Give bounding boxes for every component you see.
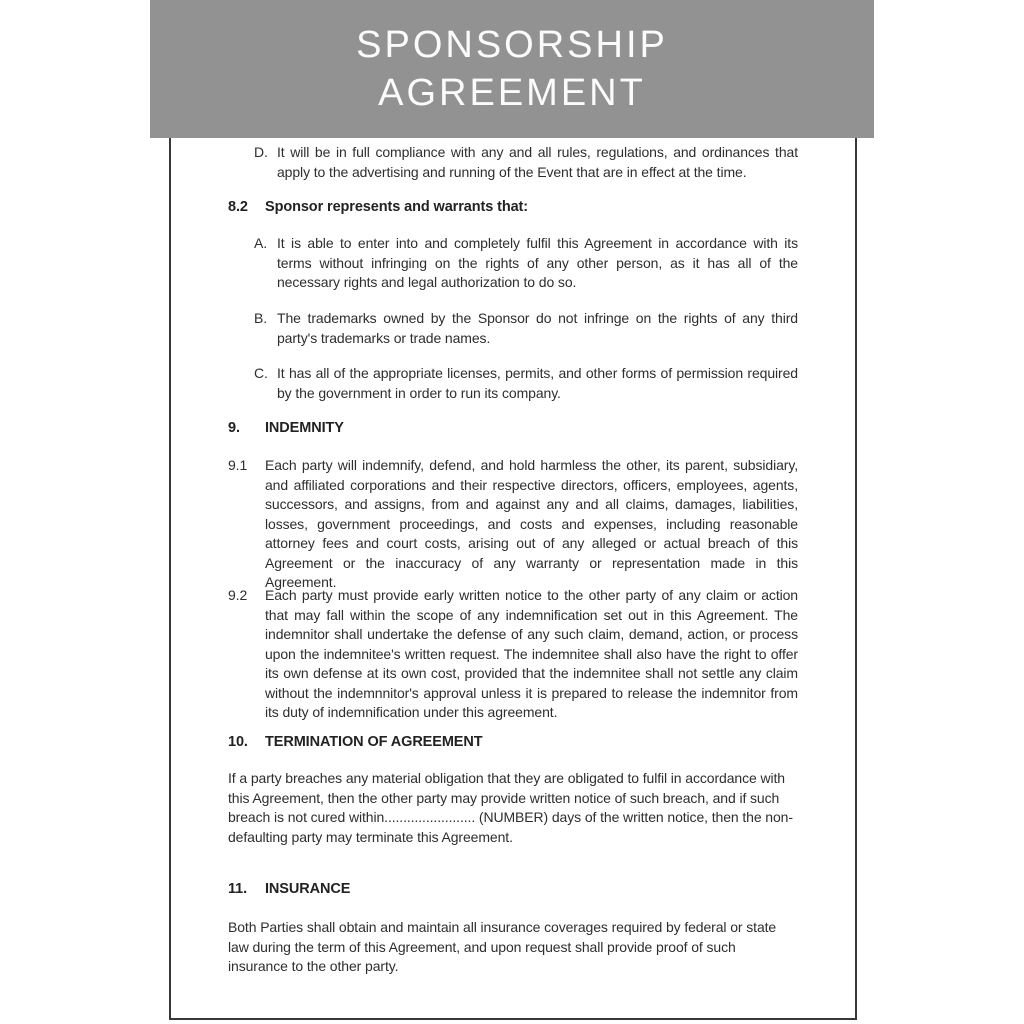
- document-title-line2: AGREEMENT: [378, 72, 646, 114]
- document-title-line1: SPONSORSHIP: [356, 24, 668, 66]
- section-11-number: 11.: [228, 881, 248, 897]
- list-item-c-marker: C.: [254, 365, 268, 381]
- list-item-b-marker: B.: [254, 310, 268, 326]
- clause-9-2-number: 9.2: [228, 587, 248, 603]
- list-item-d-marker: D.: [254, 144, 268, 160]
- section-11-heading: [228, 880, 798, 900]
- clause-9-1-text: Each party will indemnify, defend, and hold harmless the other, its parent, subsidiary, and affiliated corporations and their respective directors, officers, employees, agents, successors, and assigns, from and against any and all claims, damages, liabilities, losses, government proceedings, and costs and expenses, including reasonable attorney fees and court costs, arising out of any alleged or actual breach of this Agreement or the inaccuracy of any warranty or representation made in this Agreement.: [265, 457, 798, 590]
- section-10-heading: [228, 733, 798, 753]
- clause-9-1-number: 9.1: [228, 457, 248, 473]
- section-9-heading: [228, 419, 798, 439]
- document-page: [169, 0, 857, 1020]
- list-item-d-text: It will be in full compliance with any and all rules, regulations, and ordinances that apply to the advertising and running of the Event that are in effect at the time.: [277, 144, 798, 180]
- section-9-title: INDEMNITY: [265, 420, 344, 436]
- clause-8-2-title: Sponsor represents and warrants that:: [265, 199, 528, 215]
- clause-9-2-text: Each party must provide early written notice to the other party of any claim or action that may fall within the scope of any indemnification set out in this Agreement. The indemnitor shall undertake the defense of any such claim, demand, action, or process upon the indemnitee's written request. The indemnitee shall also have the right to offer its own defense at its own cost, provided that the indemnitee shall not settle any claim without the indemnnitor's approval unless it is prepared to release the indemnitor from its duty of indemnification under this agreement.: [265, 587, 798, 720]
- clause-9-1: [228, 456, 798, 593]
- section-10-paragraph: If a party breaches any material obligation that they are obligated to fulfil in accordance with this Agreement, then the other party may provide written notice of such breach, and if such breach is not cured within........................ (NUMBER) days of the written notice, then the non-defaulting party may terminate this Agreement.: [228, 770, 793, 845]
- section-10-title: TERMINATION OF AGREEMENT: [265, 734, 483, 750]
- list-item-a-text: It is able to enter into and completely fulfil this Agreement in accordance with its terms without infringing on the rights of any other person, as it has all of the necessary rights and legal authorization to do so.: [277, 235, 798, 290]
- section-9-number: 9.: [228, 420, 240, 436]
- list-item-b: [254, 309, 798, 348]
- clause-8-2-heading: [228, 198, 798, 218]
- clause-8-2-number: 8.2: [228, 199, 248, 215]
- list-item-c: [254, 364, 798, 403]
- list-item-c-text: It has all of the appropriate licenses, permits, and other forms of permission required by the government in order to run its company.: [277, 365, 798, 401]
- list-item-a: [254, 234, 798, 293]
- list-item-b-text: The trademarks owned by the Sponsor do not infringe on the rights of any third party's trademarks or trade names.: [277, 310, 798, 346]
- section-11-title: INSURANCE: [265, 881, 351, 897]
- list-item-a-marker: A.: [254, 235, 268, 251]
- title-banner: [150, 0, 874, 138]
- section-10-number: 10.: [228, 734, 248, 750]
- clause-9-2: [228, 586, 798, 723]
- section-11-paragraph: Both Parties shall obtain and maintain all insurance coverages required by federal or state law during the term of this Agreement, and upon request shall provide proof of such insurance to the other party.: [228, 919, 777, 974]
- list-item-d: [254, 143, 798, 182]
